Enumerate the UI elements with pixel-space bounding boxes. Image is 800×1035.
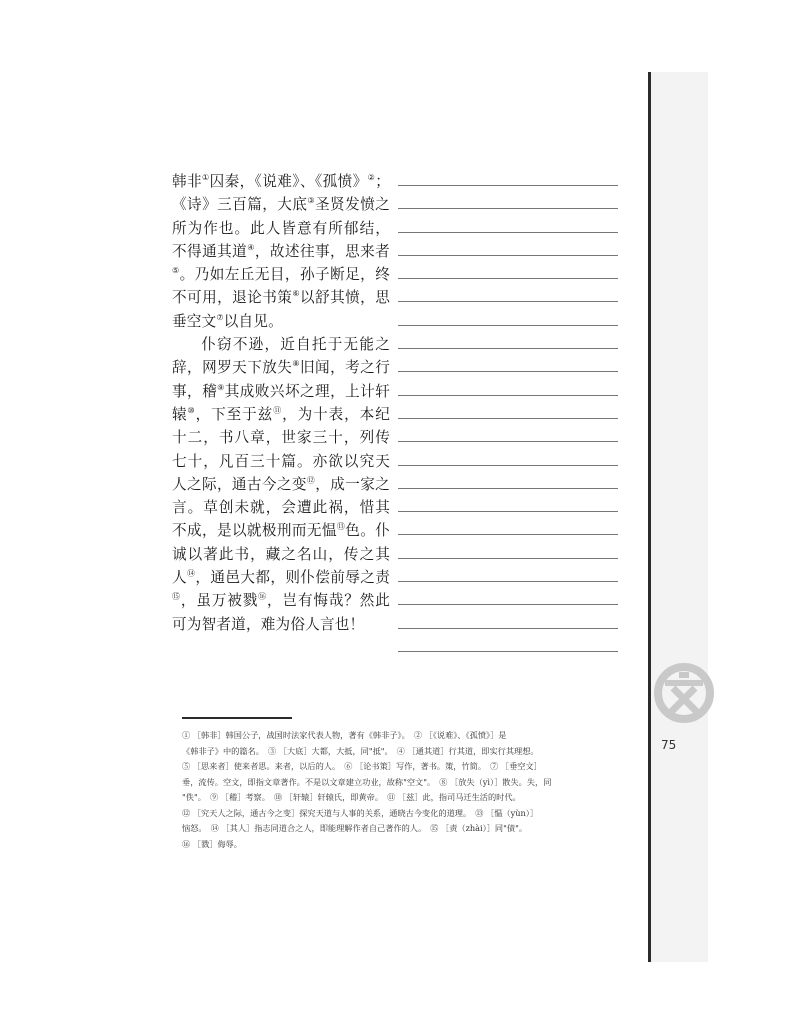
footnote-line: ⑫ ［究天人之际，通古今之变］探究天道与人事的关系，通晓古今变化的道理。 ⑬ ［愠（yùn）］: [182, 807, 539, 818]
footnote-marker: ⑪: [273, 405, 283, 415]
note-lines: [398, 185, 618, 674]
note-line: [398, 628, 618, 629]
footnote-marker: ②: [367, 173, 376, 182]
footnote-marker: ⑧: [292, 359, 300, 369]
note-line: [398, 488, 618, 489]
text-segment: ，成一家之言。草创未就，会遭此祸，惜其不成，是以就极刑而无愠: [172, 475, 390, 540]
text-segment: ；《诗》三百篇，大底: [172, 173, 390, 214]
footnote-marker: ⑮: [172, 592, 181, 602]
note-line: [398, 232, 618, 233]
note-line: [398, 371, 618, 372]
footnote-line: 《韩非子》中的篇名。 ③ ［大底］大都，大抵，同"抵"。 ④ ［通其道］行其道，即实行其理想。: [182, 745, 539, 756]
text-segment: 圣贤发愤之所为作也。此人皆意有所郁结，不得通其道: [172, 196, 390, 260]
text-segment: 囚秦，《说难》、《孤愤》: [209, 173, 368, 190]
note-line: [398, 441, 618, 442]
text-segment: ，下至于兹: [195, 405, 274, 423]
text-segment: ，通邑大都，则仆偿前辱之责: [195, 569, 391, 587]
page-divider: [648, 72, 651, 962]
note-line: [398, 325, 618, 326]
text-segment: 仆窃不逊，近自托于无能之辞，网罗天下放失: [172, 336, 390, 377]
footnote-marker: ⑯: [258, 592, 268, 602]
body-paragraph: [172, 170, 390, 333]
text-segment: 。乃如左丘无目，孙子断足，终不可用，退论书策: [172, 266, 390, 307]
footnote-marker: ④: [247, 242, 255, 252]
note-line: [398, 465, 618, 466]
text-segment: 韩非: [172, 173, 202, 190]
page-number: 75: [661, 738, 677, 752]
footnotes: [182, 728, 622, 852]
footnote-marker: ⑭: [187, 569, 196, 579]
footnote-line: ① ［韩非］韩国公子，战国时法家代表人物，著有《韩非子》。 ② ［《说难》、《孤愤》］是: [182, 730, 507, 740]
note-line: [398, 348, 618, 349]
text-segment: 以舒其愤，思垂空文: [172, 289, 390, 330]
footnote-line: 恼怒。 ⑭ ［其人］指志同道合之人，即能理解作者自己著作的人。 ⑮ ［责（zhài）］同"债"。: [182, 823, 528, 833]
footnote-rule: [182, 717, 292, 719]
note-line: [398, 418, 618, 419]
text-segment: ，岂有悔哉？然此可为智者道，难为俗人言也！: [172, 592, 391, 633]
note-line: [398, 534, 618, 535]
footnote-line: "佚"。 ⑨ ［稽］考察。 ⑩ ［轩辕］轩辕氏，即黄帝。 ⑪ ［兹］此，指司马迁生活的时代。: [182, 792, 521, 802]
note-line: [398, 255, 618, 256]
footnote-line: ⑯ ［戮］侮辱。: [182, 838, 242, 849]
footnote-marker: ⑤: [172, 266, 180, 276]
note-line: [398, 395, 618, 396]
note-line: [398, 301, 618, 302]
footnote-marker: ⑨: [217, 382, 225, 392]
margin-strip: [650, 72, 708, 962]
footnote-marker: ⑩: [187, 405, 196, 415]
footnote-marker: ⑫: [306, 475, 316, 485]
note-line: [398, 604, 618, 605]
text-segment: ，虽万被戮: [180, 592, 259, 610]
footnote-marker: ⑦: [216, 312, 224, 322]
wen-character-emblem-icon: [651, 658, 721, 728]
note-line: [398, 581, 618, 582]
text-segment: 旧闻，考之行事，稽: [172, 359, 390, 400]
note-line: [398, 651, 618, 652]
text-segment: ，为十表，本纪十二，书八章，世家三十，列传七十，凡百三十篇。亦欲以究天人之际，通古今之变: [172, 405, 390, 493]
text-segment: 其成败兴坏之理，上计轩辕: [172, 382, 390, 423]
footnote-marker: ③: [307, 196, 316, 206]
note-line: [398, 511, 618, 512]
text-segment: 色。仆诚以著此书，藏之名山，传之其人: [172, 522, 391, 587]
footnote-line: 垂，流传。空文，即指文章著作。不是以文章建立功业，故称"空文"。 ⑧ ［放失（yì）］散失。失，同: [182, 776, 552, 787]
note-line: [398, 208, 618, 209]
note-line: [398, 558, 618, 559]
main-text: [172, 170, 390, 636]
note-line: [398, 185, 618, 186]
text-segment: ，故述往事，思来者: [254, 242, 390, 260]
footnote-marker: ⑥: [292, 289, 300, 299]
body-paragraph: [172, 333, 390, 636]
text-segment: 以自见。: [223, 312, 283, 330]
footnote-marker: ①: [202, 173, 210, 182]
footnote-line: ⑤ ［思来者］使来者思。来者，以后的人。 ⑥ ［论书策］写作，著书。策，竹简。 ⑦ ［垂空文］: [182, 761, 542, 771]
footnote-marker: ⑬: [336, 522, 346, 532]
note-line: [398, 278, 618, 279]
